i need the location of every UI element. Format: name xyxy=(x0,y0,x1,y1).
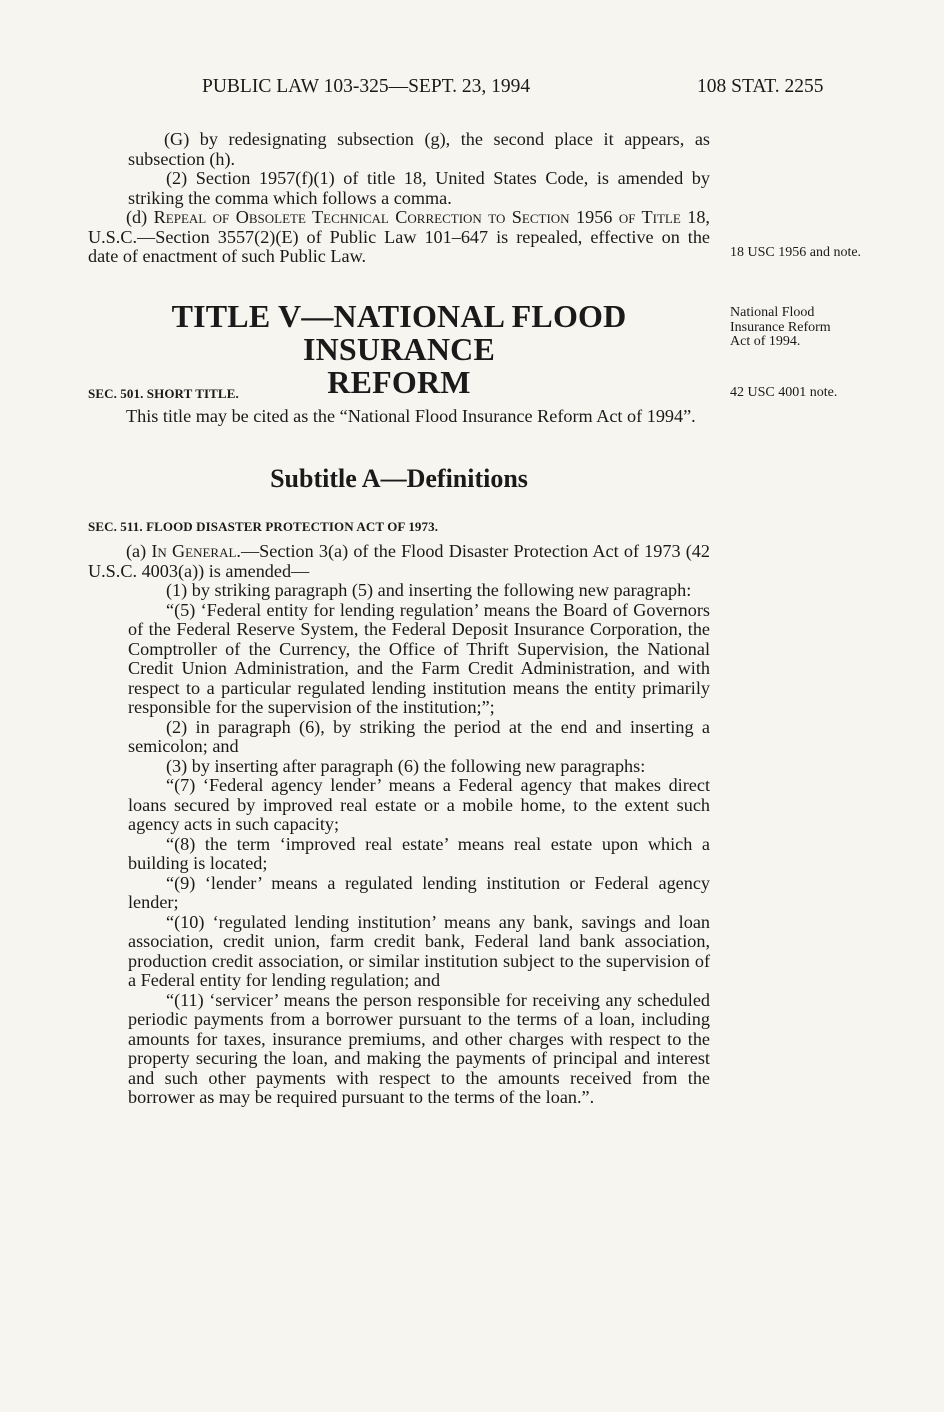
paragraph-1: (1) by striking paragraph (5) and inserting the following new paragraph: xyxy=(166,580,692,600)
page-number: 108 STAT. 2255 xyxy=(697,76,824,97)
subsection-a-heading: In General. xyxy=(151,541,241,561)
section-501-text: This title may be cited as the “National Flood Insurance Reform Act of 1994”. xyxy=(126,406,696,426)
quoted-paragraph-10: “(10) ‘regulated lending institution’ means any bank, savings and loan association, credit union, farm credit bank, Federal land bank association, production credit association, or similar institution subject to the supervision of a Federal entity for lending regulation; and xyxy=(128,911,710,990)
quoted-paragraph-11: “(11) ‘servicer’ means the person responsible for receiving any scheduled periodic payments from a borrower pursuant to the terms of a loan, including amounts for taxes, insurance premiums, and other charges with respect to the property securing the loan, and making the payments of principal and interest and such other payments with respect to the amounts received from the borrower as may be required pursuant to the terms of the loan.”. xyxy=(128,989,710,1107)
paragraph-2: (2) in paragraph (6), by striking the period at the end and inserting a semicolon; and xyxy=(128,716,710,756)
section-511-heading: SEC. 511. FLOOD DISASTER PROTECTION ACT OF 1973. xyxy=(88,519,439,534)
margin-note-18usc1956: 18 USC 1956 and note. xyxy=(730,245,862,260)
running-head: PUBLIC LAW 103-325—SEPT. 23, 1994 xyxy=(202,76,531,97)
quoted-paragraph-9: “(9) ‘lender’ means a regulated lending institution or Federal agency lender; xyxy=(128,872,710,912)
subsection-a: (a) In General.—Section 3(a) of the Flood Disaster Protection Act of 1973 (42 U.S.C. 4003(a)) is amended— xyxy=(88,541,710,581)
paragraph-3: (3) by inserting after paragraph (6) the following new paragraphs: xyxy=(166,755,646,776)
margin-note-42usc4001: 42 USC 4001 note. xyxy=(730,385,838,400)
quoted-paragraph-5: “(5) ‘Federal entity for lending regulation’ means the Board of Governors of the Federal Reserve System, the Federal Deposit Insurance Corporation, the Comptroller of the Currency, the Office of Thrift Supervision, the National Credit Union Administration, and the Farm Credit Administration, and with respect to a particular regulated lending institution means the entity primarily responsible for the supervision of the institution;”; xyxy=(128,599,710,717)
margin-note-nfira: National Flood Insurance Reform Act of 1994. xyxy=(730,305,831,349)
section-501 xyxy=(88,386,710,427)
subsection-d: (d) Repeal of Obsolete Technical Correction to Section 1956 of Title 18, U.S.C.—Section 3557(2)(E) of Public Law 101–647 is repealed, effective on the date of enactment of such Public Law. xyxy=(88,207,710,266)
clause-g: (G) by redesignating subsection (g), the second place it appears, as subsection (h). xyxy=(128,129,710,169)
quoted-paragraph-7: “(7) ‘Federal agency lender’ means a Federal agency that makes direct loans secured by improved real estate or a mobile home, to the extent such agency acts in such capacity; xyxy=(128,775,710,834)
paragraph-2: (2) Section 1957(f)(1) of title 18, United States Code, is amended by striking the comma which follows a comma. xyxy=(128,168,710,208)
continuation-block xyxy=(88,130,710,267)
section-501-heading: SEC. 501. SHORT TITLE. xyxy=(88,386,239,401)
subtitle-a-heading: Subtitle A—Definitions xyxy=(270,464,528,493)
section-511 xyxy=(88,519,710,1108)
title-v-heading: TITLE V—NATIONAL FLOOD INSURANCE REFORM xyxy=(171,298,627,400)
subsection-d-heading: Repeal of Obsolete Technical Correction to Section 1956 of Title 18, U.S.C. xyxy=(88,207,710,247)
quoted-paragraph-8: “(8) the term ‘improved real estate’ means real estate upon which a building is located; xyxy=(128,833,710,873)
